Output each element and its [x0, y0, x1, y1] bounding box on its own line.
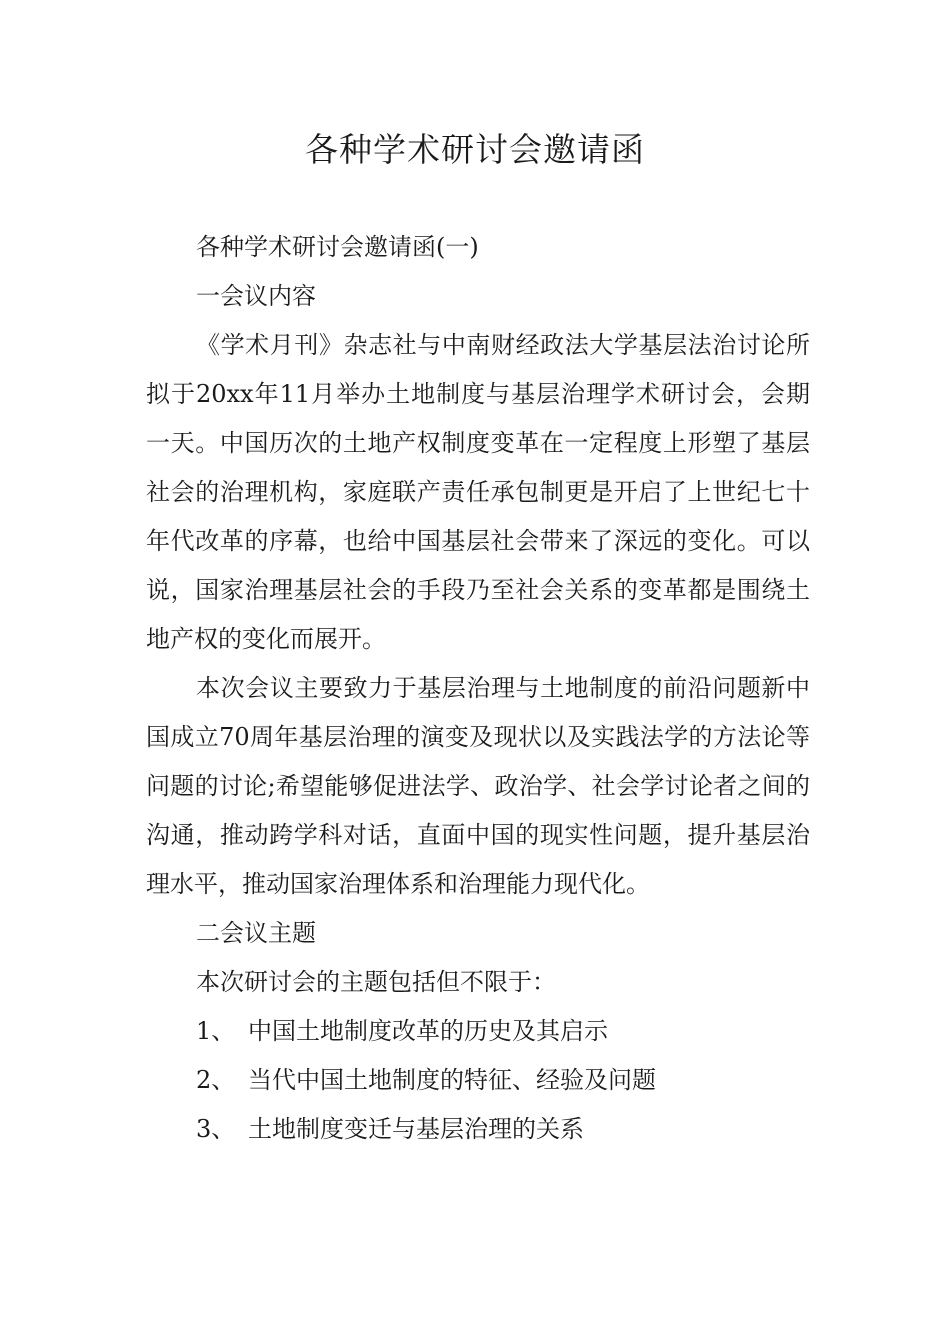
list-text: 土地制度变迁与基层治理的关系	[248, 1115, 584, 1143]
list-text: 中国土地制度改革的历史及其启示	[248, 1017, 608, 1045]
list-number: 2、	[196, 1066, 236, 1094]
list-number: 3、	[196, 1115, 236, 1143]
paragraph-intro: 《学术月刊》杂志社与中南财经政法大学基层法治讨论所拟于20xx年11月举办土地制度与基层治理学术研讨会，会期一天。中国历次的土地产权制度变革在一定程度上形塑了基层社会的治理机构，家庭联产责任承包制更是开启了上世纪七十年代改革的序幕，也给中国基层社会带来了深远的变化。可以说，国家治理基层社会的手段乃至社会关系的变革都是围绕土地产权的变化而展开。	[146, 331, 810, 653]
document-title: 各种学术研讨会邀请函	[305, 130, 645, 169]
list-number: 1、	[196, 1017, 236, 1045]
document-body	[146, 223, 810, 1154]
paragraph-goals: 本次会议主要致力于基层治理与土地制度的前沿问题新中国成立70周年基层治理的演变及现状以及实践法学的方法论等问题的讨论;希望能够促进法学、政治学、社会学讨论者之间的沟通，推动跨学科对话，直面中国的现实性问题，提升基层治理水平，推动国家治理体系和治理能力现代化。	[146, 674, 810, 898]
section-heading-content: 一会议内容	[196, 282, 316, 310]
list-item-topic	[146, 1007, 810, 1056]
list-item-topic	[146, 1105, 810, 1154]
list-text: 当代中国土地制度的特征、经验及问题	[248, 1066, 656, 1094]
list-item-topic	[146, 1056, 810, 1105]
section-heading-theme: 二会议主题	[196, 919, 316, 947]
document-subtitle: 各种学术研讨会邀请函(一)	[196, 233, 479, 261]
paragraph-theme-intro: 本次研讨会的主题包括但不限于：	[196, 968, 556, 996]
